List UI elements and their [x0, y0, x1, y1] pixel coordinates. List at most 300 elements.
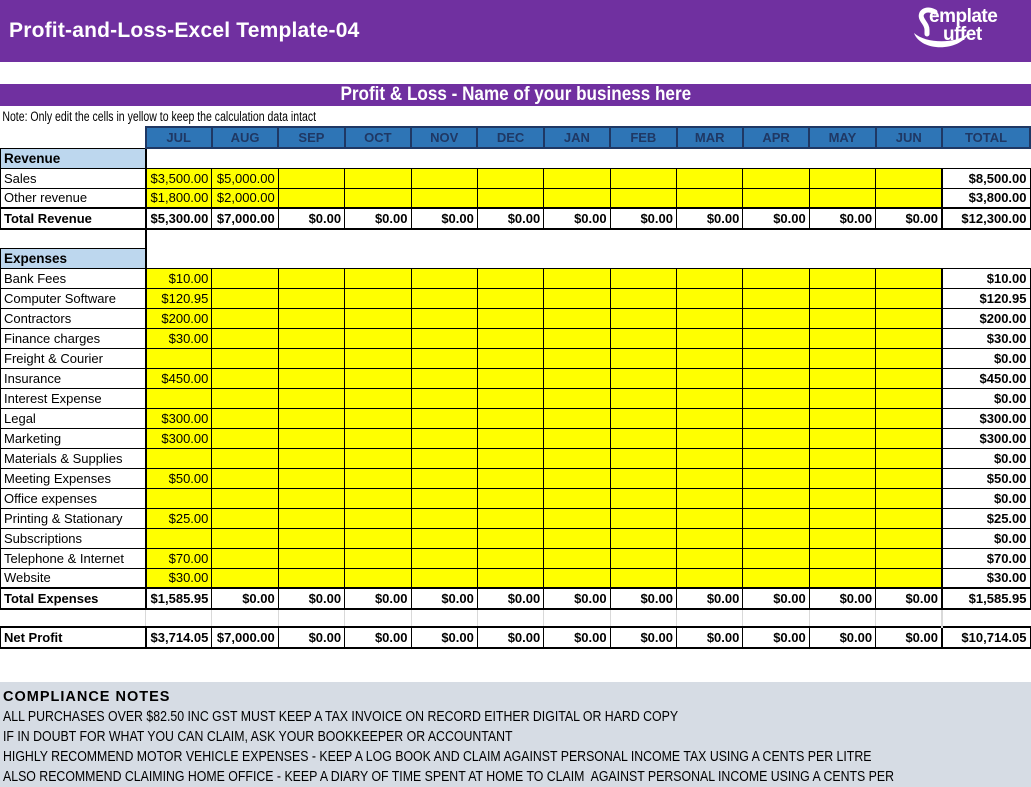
input-cell-finance-charges-jul[interactable]: $30.00	[146, 328, 212, 348]
input-cell-materials-supplies-oct[interactable]	[345, 448, 411, 468]
input-cell-meeting-expenses-apr[interactable]	[743, 468, 809, 488]
row-total-cell-contractors: $200.00	[942, 308, 1030, 328]
row-label-meeting-expenses: Meeting Expenses	[1, 468, 146, 488]
input-cell-website-dec[interactable]	[477, 568, 543, 588]
input-cell-printing-stationary-jul[interactable]: $25.00	[146, 508, 212, 528]
month-header-apr: APR	[743, 127, 809, 148]
input-cell-bank-fees-may[interactable]	[809, 268, 875, 288]
input-cell-computer-software-aug[interactable]	[212, 288, 278, 308]
input-cell-insurance-oct[interactable]	[345, 368, 411, 388]
empty-cell	[677, 148, 743, 168]
input-cell-freight-courier-may[interactable]	[809, 348, 875, 368]
row-label-subscriptions: Subscriptions	[1, 528, 146, 548]
input-cell-website-jan[interactable]	[544, 568, 610, 588]
input-cell-bank-fees-feb[interactable]	[610, 268, 676, 288]
input-cell-sales-oct[interactable]	[345, 168, 411, 188]
input-cell-freight-courier-jan[interactable]	[544, 348, 610, 368]
input-cell-meeting-expenses-jun[interactable]	[876, 468, 942, 488]
row-label-legal: Legal	[1, 408, 146, 428]
input-cell-telephone-internet-dec[interactable]	[477, 548, 543, 568]
note-row	[0, 106, 1031, 126]
input-cell-sales-jul[interactable]: $3,500.00	[146, 168, 212, 188]
input-cell-website-mar[interactable]	[677, 568, 743, 588]
input-cell-office-expenses-jul[interactable]	[146, 488, 212, 508]
spacer-cell	[544, 229, 610, 248]
input-cell-freight-courier-jun[interactable]	[876, 348, 942, 368]
input-cell-finance-charges-dec[interactable]	[477, 328, 543, 348]
input-cell-printing-stationary-feb[interactable]	[610, 508, 676, 528]
input-cell-insurance-dec[interactable]	[477, 368, 543, 388]
spacer-cell	[411, 609, 477, 627]
month-header-aug: AUG	[212, 127, 278, 148]
row-label-freight-courier: Freight & Courier	[1, 348, 146, 368]
input-cell-legal-oct[interactable]	[345, 408, 411, 428]
empty-cell	[278, 248, 344, 268]
month-header-may: MAY	[809, 127, 875, 148]
input-cell-computer-software-feb[interactable]	[610, 288, 676, 308]
input-cell-printing-stationary-apr[interactable]	[743, 508, 809, 528]
input-cell-freight-courier-sep[interactable]	[278, 348, 344, 368]
input-cell-bank-fees-jun[interactable]	[876, 268, 942, 288]
input-cell-insurance-jul[interactable]: $450.00	[146, 368, 212, 388]
input-cell-subscriptions-feb[interactable]	[610, 528, 676, 548]
input-cell-materials-supplies-mar[interactable]	[677, 448, 743, 468]
input-cell-meeting-expenses-jan[interactable]	[544, 468, 610, 488]
input-cell-bank-fees-nov[interactable]	[411, 268, 477, 288]
input-cell-marketing-jun[interactable]	[876, 428, 942, 448]
input-cell-legal-may[interactable]	[809, 408, 875, 428]
input-cell-sales-sep[interactable]	[278, 168, 344, 188]
empty-cell	[743, 248, 809, 268]
input-cell-bank-fees-mar[interactable]	[677, 268, 743, 288]
input-cell-printing-stationary-oct[interactable]	[345, 508, 411, 528]
input-cell-other-revenue-nov[interactable]	[411, 188, 477, 208]
input-cell-marketing-aug[interactable]	[212, 428, 278, 448]
input-cell-sales-mar[interactable]	[677, 168, 743, 188]
input-cell-legal-sep[interactable]	[278, 408, 344, 428]
input-cell-telephone-internet-mar[interactable]	[677, 548, 743, 568]
input-cell-telephone-internet-jul[interactable]: $70.00	[146, 548, 212, 568]
input-cell-printing-stationary-aug[interactable]	[212, 508, 278, 528]
input-cell-subscriptions-jan[interactable]	[544, 528, 610, 548]
input-cell-legal-aug[interactable]	[212, 408, 278, 428]
input-cell-telephone-internet-apr[interactable]	[743, 548, 809, 568]
input-cell-other-revenue-dec[interactable]	[477, 188, 543, 208]
input-cell-freight-courier-oct[interactable]	[345, 348, 411, 368]
value-cell-total-expenses-apr: $0.00	[743, 588, 809, 609]
input-cell-meeting-expenses-oct[interactable]	[345, 468, 411, 488]
input-cell-subscriptions-may[interactable]	[809, 528, 875, 548]
spacer-cell	[278, 609, 344, 627]
input-cell-sales-apr[interactable]	[743, 168, 809, 188]
value-cell-total-revenue-jun: $0.00	[876, 208, 942, 229]
input-cell-freight-courier-aug[interactable]	[212, 348, 278, 368]
input-cell-telephone-internet-oct[interactable]	[345, 548, 411, 568]
input-cell-interest-expense-mar[interactable]	[677, 388, 743, 408]
input-cell-website-jul[interactable]: $30.00	[146, 568, 212, 588]
input-cell-other-revenue-sep[interactable]	[278, 188, 344, 208]
input-cell-marketing-dec[interactable]	[477, 428, 543, 448]
input-cell-contractors-dec[interactable]	[477, 308, 543, 328]
empty-cell	[544, 148, 610, 168]
input-cell-insurance-mar[interactable]	[677, 368, 743, 388]
input-cell-office-expenses-dec[interactable]	[477, 488, 543, 508]
input-cell-telephone-internet-nov[interactable]	[411, 548, 477, 568]
input-cell-materials-supplies-jan[interactable]	[544, 448, 610, 468]
input-cell-contractors-feb[interactable]	[610, 308, 676, 328]
input-cell-bank-fees-dec[interactable]	[477, 268, 543, 288]
value-cell-net-profit-jan: $0.00	[544, 627, 610, 648]
input-cell-office-expenses-oct[interactable]	[345, 488, 411, 508]
input-cell-office-expenses-may[interactable]	[809, 488, 875, 508]
input-cell-other-revenue-may[interactable]	[809, 188, 875, 208]
input-cell-finance-charges-feb[interactable]	[610, 328, 676, 348]
input-cell-subscriptions-jun[interactable]	[876, 528, 942, 548]
empty-cell	[477, 248, 543, 268]
input-cell-contractors-oct[interactable]	[345, 308, 411, 328]
input-cell-bank-fees-apr[interactable]	[743, 268, 809, 288]
input-cell-marketing-feb[interactable]	[610, 428, 676, 448]
input-cell-interest-expense-dec[interactable]	[477, 388, 543, 408]
input-cell-computer-software-jun[interactable]	[876, 288, 942, 308]
input-cell-materials-supplies-may[interactable]	[809, 448, 875, 468]
input-cell-meeting-expenses-nov[interactable]	[411, 468, 477, 488]
input-cell-materials-supplies-sep[interactable]	[278, 448, 344, 468]
input-cell-printing-stationary-dec[interactable]	[477, 508, 543, 528]
input-cell-interest-expense-jan[interactable]	[544, 388, 610, 408]
row-total-cell-office-expenses: $0.00	[942, 488, 1030, 508]
title-bar	[0, 0, 1031, 62]
input-cell-website-nov[interactable]	[411, 568, 477, 588]
row-total-cell-insurance: $450.00	[942, 368, 1030, 388]
table-corner-cell	[1, 127, 146, 148]
input-cell-legal-jan[interactable]	[544, 408, 610, 428]
input-cell-meeting-expenses-dec[interactable]	[477, 468, 543, 488]
input-cell-other-revenue-jan[interactable]	[544, 188, 610, 208]
row-total-cell-telephone-internet: $70.00	[942, 548, 1030, 568]
row-label-finance-charges: Finance charges	[1, 328, 146, 348]
input-cell-subscriptions-dec[interactable]	[477, 528, 543, 548]
input-cell-interest-expense-jul[interactable]	[146, 388, 212, 408]
input-cell-legal-jul[interactable]: $300.00	[146, 408, 212, 428]
input-cell-legal-mar[interactable]	[677, 408, 743, 428]
input-cell-other-revenue-jun[interactable]	[876, 188, 942, 208]
input-cell-meeting-expenses-jul[interactable]: $50.00	[146, 468, 212, 488]
empty-cell	[477, 148, 543, 168]
row-total-cell-total-expenses: $1,585.95	[942, 588, 1030, 609]
input-cell-other-revenue-apr[interactable]	[743, 188, 809, 208]
input-cell-marketing-apr[interactable]	[743, 428, 809, 448]
input-cell-sales-feb[interactable]	[610, 168, 676, 188]
input-cell-bank-fees-jul[interactable]: $10.00	[146, 268, 212, 288]
business-name-text: Profit & Loss - Name of your business here	[340, 84, 691, 105]
input-cell-interest-expense-apr[interactable]	[743, 388, 809, 408]
input-cell-bank-fees-oct[interactable]	[345, 268, 411, 288]
value-cell-net-profit-nov: $0.00	[411, 627, 477, 648]
input-cell-website-oct[interactable]	[345, 568, 411, 588]
input-cell-insurance-apr[interactable]	[743, 368, 809, 388]
input-cell-telephone-internet-feb[interactable]	[610, 548, 676, 568]
input-cell-contractors-sep[interactable]	[278, 308, 344, 328]
spacer-cell	[876, 609, 942, 627]
empty-cell	[411, 248, 477, 268]
input-cell-marketing-nov[interactable]	[411, 428, 477, 448]
input-cell-telephone-internet-aug[interactable]	[212, 548, 278, 568]
row-total-cell-other-revenue: $3,800.00	[942, 188, 1030, 208]
input-cell-printing-stationary-jun[interactable]	[876, 508, 942, 528]
input-cell-legal-dec[interactable]	[477, 408, 543, 428]
input-cell-computer-software-dec[interactable]	[477, 288, 543, 308]
input-cell-finance-charges-mar[interactable]	[677, 328, 743, 348]
input-cell-interest-expense-feb[interactable]	[610, 388, 676, 408]
input-cell-insurance-jun[interactable]	[876, 368, 942, 388]
input-cell-freight-courier-nov[interactable]	[411, 348, 477, 368]
row-total-cell-interest-expense: $0.00	[942, 388, 1030, 408]
input-cell-insurance-jan[interactable]	[544, 368, 610, 388]
input-cell-legal-nov[interactable]	[411, 408, 477, 428]
input-cell-printing-stationary-mar[interactable]	[677, 508, 743, 528]
compliance-title: COMPLIANCE NOTES	[3, 689, 171, 705]
input-cell-subscriptions-jul[interactable]	[146, 528, 212, 548]
input-cell-sales-jan[interactable]	[544, 168, 610, 188]
input-cell-website-feb[interactable]	[610, 568, 676, 588]
input-cell-office-expenses-jan[interactable]	[544, 488, 610, 508]
input-cell-meeting-expenses-feb[interactable]	[610, 468, 676, 488]
compliance-notes	[0, 682, 1031, 787]
empty-cell	[212, 148, 278, 168]
spacer-cell	[1, 609, 146, 627]
value-cell-total-expenses-jul: $1,585.95	[146, 588, 212, 609]
empty-cell	[610, 248, 676, 268]
row-label-interest-expense: Interest Expense	[1, 388, 146, 408]
input-cell-other-revenue-jul[interactable]: $1,800.00	[146, 188, 212, 208]
input-cell-website-apr[interactable]	[743, 568, 809, 588]
row-total-cell-website: $30.00	[942, 568, 1030, 588]
input-cell-other-revenue-aug[interactable]: $2,000.00	[212, 188, 278, 208]
input-cell-subscriptions-nov[interactable]	[411, 528, 477, 548]
input-cell-marketing-jul[interactable]: $300.00	[146, 428, 212, 448]
input-cell-subscriptions-aug[interactable]	[212, 528, 278, 548]
input-cell-marketing-may[interactable]	[809, 428, 875, 448]
input-cell-freight-courier-mar[interactable]	[677, 348, 743, 368]
input-cell-finance-charges-jun[interactable]	[876, 328, 942, 348]
value-cell-total-expenses-mar: $0.00	[677, 588, 743, 609]
input-cell-finance-charges-jan[interactable]	[544, 328, 610, 348]
value-cell-total-expenses-sep: $0.00	[278, 588, 344, 609]
input-cell-legal-jun[interactable]	[876, 408, 942, 428]
input-cell-telephone-internet-may[interactable]	[809, 548, 875, 568]
input-cell-office-expenses-feb[interactable]	[610, 488, 676, 508]
input-cell-computer-software-nov[interactable]	[411, 288, 477, 308]
input-cell-insurance-may[interactable]	[809, 368, 875, 388]
compliance-line: HIGHLY RECOMMEND MOTOR VEHICLE EXPENSES - KEEP A LOG BOOK AND CLAIM AGAINST PERSONAL INCOME TAX USING A CENTS PER LITRE	[3, 749, 872, 765]
input-cell-other-revenue-oct[interactable]	[345, 188, 411, 208]
input-cell-marketing-sep[interactable]	[278, 428, 344, 448]
input-cell-finance-charges-oct[interactable]	[345, 328, 411, 348]
value-cell-total-revenue-oct: $0.00	[345, 208, 411, 229]
input-cell-contractors-aug[interactable]	[212, 308, 278, 328]
input-cell-website-may[interactable]	[809, 568, 875, 588]
input-cell-meeting-expenses-aug[interactable]	[212, 468, 278, 488]
input-cell-meeting-expenses-mar[interactable]	[677, 468, 743, 488]
empty-cell	[345, 248, 411, 268]
empty-cell	[809, 148, 875, 168]
input-cell-insurance-aug[interactable]	[212, 368, 278, 388]
input-cell-finance-charges-nov[interactable]	[411, 328, 477, 348]
input-cell-computer-software-apr[interactable]	[743, 288, 809, 308]
input-cell-materials-supplies-jun[interactable]	[876, 448, 942, 468]
input-cell-interest-expense-jun[interactable]	[876, 388, 942, 408]
input-cell-materials-supplies-nov[interactable]	[411, 448, 477, 468]
input-cell-materials-supplies-dec[interactable]	[477, 448, 543, 468]
total-header: TOTAL	[942, 127, 1030, 148]
input-cell-contractors-jul[interactable]: $200.00	[146, 308, 212, 328]
empty-cell	[146, 248, 212, 268]
input-cell-printing-stationary-jan[interactable]	[544, 508, 610, 528]
spacer-cell	[278, 229, 344, 248]
input-cell-finance-charges-aug[interactable]	[212, 328, 278, 348]
row-total-cell-meeting-expenses: $50.00	[942, 468, 1030, 488]
input-cell-office-expenses-aug[interactable]	[212, 488, 278, 508]
input-cell-interest-expense-sep[interactable]	[278, 388, 344, 408]
input-cell-finance-charges-apr[interactable]	[743, 328, 809, 348]
input-cell-bank-fees-jan[interactable]	[544, 268, 610, 288]
spacer-cell	[212, 229, 278, 248]
input-cell-interest-expense-aug[interactable]	[212, 388, 278, 408]
input-cell-meeting-expenses-may[interactable]	[809, 468, 875, 488]
input-cell-contractors-jan[interactable]	[544, 308, 610, 328]
value-cell-net-profit-may: $0.00	[809, 627, 875, 648]
input-cell-freight-courier-jul[interactable]	[146, 348, 212, 368]
spacer-cell	[942, 609, 1030, 627]
empty-cell	[345, 148, 411, 168]
input-cell-office-expenses-apr[interactable]	[743, 488, 809, 508]
input-cell-materials-supplies-apr[interactable]	[743, 448, 809, 468]
empty-cell	[876, 248, 942, 268]
input-cell-sales-jun[interactable]	[876, 168, 942, 188]
input-cell-interest-expense-nov[interactable]	[411, 388, 477, 408]
input-cell-telephone-internet-jun[interactable]	[876, 548, 942, 568]
row-label-total-revenue: Total Revenue	[1, 208, 146, 229]
month-header-oct: OCT	[345, 127, 411, 148]
pl-table-body	[1, 127, 1031, 648]
input-cell-telephone-internet-sep[interactable]	[278, 548, 344, 568]
input-cell-website-sep[interactable]	[278, 568, 344, 588]
input-cell-freight-courier-dec[interactable]	[477, 348, 543, 368]
input-cell-office-expenses-nov[interactable]	[411, 488, 477, 508]
row-total-cell-total-revenue: $12,300.00	[942, 208, 1030, 229]
input-cell-contractors-mar[interactable]	[677, 308, 743, 328]
input-cell-computer-software-jan[interactable]	[544, 288, 610, 308]
input-cell-computer-software-may[interactable]	[809, 288, 875, 308]
input-cell-legal-apr[interactable]	[743, 408, 809, 428]
input-cell-contractors-nov[interactable]	[411, 308, 477, 328]
input-cell-bank-fees-aug[interactable]	[212, 268, 278, 288]
section-header-expenses: Expenses	[1, 248, 146, 268]
input-cell-computer-software-mar[interactable]	[677, 288, 743, 308]
input-cell-subscriptions-oct[interactable]	[345, 528, 411, 548]
value-cell-total-revenue-dec: $0.00	[477, 208, 543, 229]
input-cell-interest-expense-may[interactable]	[809, 388, 875, 408]
input-cell-freight-courier-feb[interactable]	[610, 348, 676, 368]
input-cell-meeting-expenses-sep[interactable]	[278, 468, 344, 488]
spacer-cell	[477, 229, 543, 248]
input-cell-sales-nov[interactable]	[411, 168, 477, 188]
input-cell-materials-supplies-jul[interactable]	[146, 448, 212, 468]
input-cell-telephone-internet-jan[interactable]	[544, 548, 610, 568]
input-cell-sales-aug[interactable]: $5,000.00	[212, 168, 278, 188]
value-cell-net-profit-jul: $3,714.05	[146, 627, 212, 648]
spacer-cell	[809, 229, 875, 248]
value-cell-total-revenue-jan: $0.00	[544, 208, 610, 229]
input-cell-computer-software-oct[interactable]	[345, 288, 411, 308]
empty-cell	[743, 148, 809, 168]
input-cell-materials-supplies-aug[interactable]	[212, 448, 278, 468]
value-cell-total-expenses-aug: $0.00	[212, 588, 278, 609]
input-cell-other-revenue-feb[interactable]	[610, 188, 676, 208]
input-cell-contractors-jun[interactable]	[876, 308, 942, 328]
value-cell-total-revenue-feb: $0.00	[610, 208, 676, 229]
input-cell-marketing-oct[interactable]	[345, 428, 411, 448]
input-cell-finance-charges-sep[interactable]	[278, 328, 344, 348]
value-cell-total-revenue-mar: $0.00	[677, 208, 743, 229]
input-cell-insurance-sep[interactable]	[278, 368, 344, 388]
input-cell-sales-may[interactable]	[809, 168, 875, 188]
input-cell-subscriptions-apr[interactable]	[743, 528, 809, 548]
row-total-cell-finance-charges: $30.00	[942, 328, 1030, 348]
input-cell-office-expenses-jun[interactable]	[876, 488, 942, 508]
value-cell-total-expenses-nov: $0.00	[411, 588, 477, 609]
input-cell-contractors-apr[interactable]	[743, 308, 809, 328]
input-cell-marketing-mar[interactable]	[677, 428, 743, 448]
value-cell-total-expenses-jan: $0.00	[544, 588, 610, 609]
input-cell-subscriptions-mar[interactable]	[677, 528, 743, 548]
input-cell-bank-fees-sep[interactable]	[278, 268, 344, 288]
input-cell-computer-software-jul[interactable]: $120.95	[146, 288, 212, 308]
input-cell-legal-feb[interactable]	[610, 408, 676, 428]
input-cell-sales-dec[interactable]	[477, 168, 543, 188]
row-label-printing-stationary: Printing & Stationary	[1, 508, 146, 528]
input-cell-subscriptions-sep[interactable]	[278, 528, 344, 548]
input-cell-computer-software-sep[interactable]	[278, 288, 344, 308]
input-cell-insurance-feb[interactable]	[610, 368, 676, 388]
row-label-insurance: Insurance	[1, 368, 146, 388]
page-title: Profit-and-Loss-Excel Template-04	[9, 19, 360, 42]
input-cell-printing-stationary-nov[interactable]	[411, 508, 477, 528]
input-cell-contractors-may[interactable]	[809, 308, 875, 328]
empty-cell	[942, 248, 1030, 268]
input-cell-office-expenses-sep[interactable]	[278, 488, 344, 508]
input-cell-interest-expense-oct[interactable]	[345, 388, 411, 408]
month-header-dec: DEC	[477, 127, 543, 148]
input-cell-website-jun[interactable]	[876, 568, 942, 588]
input-cell-insurance-nov[interactable]	[411, 368, 477, 388]
input-cell-other-revenue-mar[interactable]	[677, 188, 743, 208]
input-cell-freight-courier-apr[interactable]	[743, 348, 809, 368]
value-cell-total-revenue-sep: $0.00	[278, 208, 344, 229]
empty-cell	[212, 248, 278, 268]
input-cell-materials-supplies-feb[interactable]	[610, 448, 676, 468]
value-cell-total-expenses-feb: $0.00	[610, 588, 676, 609]
input-cell-office-expenses-mar[interactable]	[677, 488, 743, 508]
input-cell-finance-charges-may[interactable]	[809, 328, 875, 348]
input-cell-website-aug[interactable]	[212, 568, 278, 588]
input-cell-marketing-jan[interactable]	[544, 428, 610, 448]
month-header-mar: MAR	[677, 127, 743, 148]
input-cell-printing-stationary-sep[interactable]	[278, 508, 344, 528]
input-cell-printing-stationary-may[interactable]	[809, 508, 875, 528]
spacer-cell	[212, 609, 278, 627]
